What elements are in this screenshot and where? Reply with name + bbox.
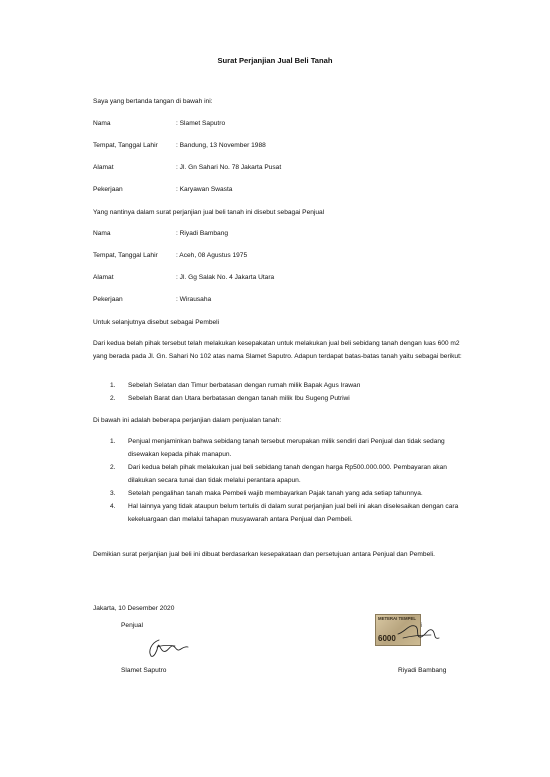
list-item: 3. Setelah pengalihan tanah maka Pembeli wajib membayarkan Pajak tanah yang ada setiap tahunnya.	[110, 490, 423, 497]
list-item: 1. Penjual menjaminkan bahwa sebidang tanah tersebut merupakan milik sendiri dari Penjual dan tidak sedang disewakan kepada pihak manapun.	[110, 438, 445, 458]
list-item: 2. Sebelah Barat dan Utara berbatasan dengan tanah milik Ibu Sugeng Putriwi	[110, 395, 350, 402]
buyer-job-value: : Wirausaha	[176, 296, 212, 303]
list-item: 1. Sebelah Selatan dan Timur berbatasan dengan rumah milik Bapak Agus Irawan	[110, 382, 361, 389]
seller-signatory-name: Slamet Saputro	[121, 667, 167, 674]
seller-birth-label: Tempat, Tanggal Lahir	[93, 142, 158, 149]
list-item: 4. Hal lainnya yang tidak ataupun belum tertulis di dalam surat perjanjian jual beli ini akan diselesaikan dengan cara kekeluargaan dan melalui tahapan musyawarah antara Penjual dan Pembeli.	[110, 503, 459, 523]
buyer-signatory-name: Riyadi Bambang	[398, 667, 447, 674]
buyer-birth-value: : Aceh, 08 Agustus 1975	[176, 252, 248, 259]
list-item: 2. Dari kedua belah pihak melakukan jual beli sebidang tanah dengan harga Rp500.000.000. Pembayaran akan dilakukan secara tunai dan tidak melalui perantara apapun.	[110, 464, 447, 484]
seller-role-label: Penjual	[121, 622, 143, 629]
buyer-address-value: : Jl. Gg Salak No. 4 Jakarta Utara	[176, 274, 275, 281]
buyer-name-value: : Riyadi Bambang	[176, 230, 229, 237]
stamp-duty-seal: METERAI TEMPEL 6000	[375, 614, 421, 646]
agreement-paragraph: Dari kedua belah pihak tersebut telah melakukan kesepakatan untuk melakukan jual beli sebidang tanah dengan luas 600 m2 yang berada pada Jl. Gn. Sahari No 102 atas nama Slamet Saputro. Adapun terdapat batas-batas tanah yaitu sebagai berikut:	[93, 340, 462, 360]
seller-name-value: : Slamet Saputro	[176, 120, 226, 127]
seller-birth-value: : Bandung, 13 November 1988	[176, 142, 266, 149]
seller-address-value: : Jl. Gn Sahari No. 78 Jakarta Pusat	[176, 164, 282, 171]
buyer-signature	[395, 618, 443, 646]
buyer-name-label: Nama	[93, 230, 111, 237]
document-title: Surat Perjanjian Jual Beli Tanah	[217, 56, 333, 65]
intro-text: Saya yang bertanda tangan di bawah ini:	[93, 98, 213, 105]
seller-job-value: : Karyawan Swasta	[176, 186, 233, 193]
buyer-job-label: Pekerjaan	[93, 296, 123, 303]
seller-note: Yang nantinya dalam surat perjanjian jual beli tanah ini disebut sebagai Penjual	[93, 209, 325, 216]
seller-name-label: Nama	[93, 120, 111, 127]
terms-intro: Di bawah ini adalah beberapa perjanjian dalam penjualan tanah:	[93, 417, 282, 424]
seller-signature	[145, 637, 190, 659]
closing-paragraph: Demikian surat perjanjian jual beli ini dibuat berdasarkan kesepakataan dan persetujuan antara Penjual dan Pembeli.	[93, 551, 435, 558]
place-date: Jakarta, 10 Desember 2020	[93, 605, 175, 612]
buyer-note: Untuk selanjutnya disebut sebagai Pembeli	[93, 319, 220, 326]
terms-list	[110, 435, 460, 526]
seller-job-label: Pekerjaan	[93, 186, 123, 193]
boundaries-list	[110, 379, 460, 405]
seller-address-label: Alamat	[93, 164, 114, 171]
buyer-birth-label: Tempat, Tanggal Lahir	[93, 252, 158, 259]
buyer-address-label: Alamat	[93, 274, 114, 281]
